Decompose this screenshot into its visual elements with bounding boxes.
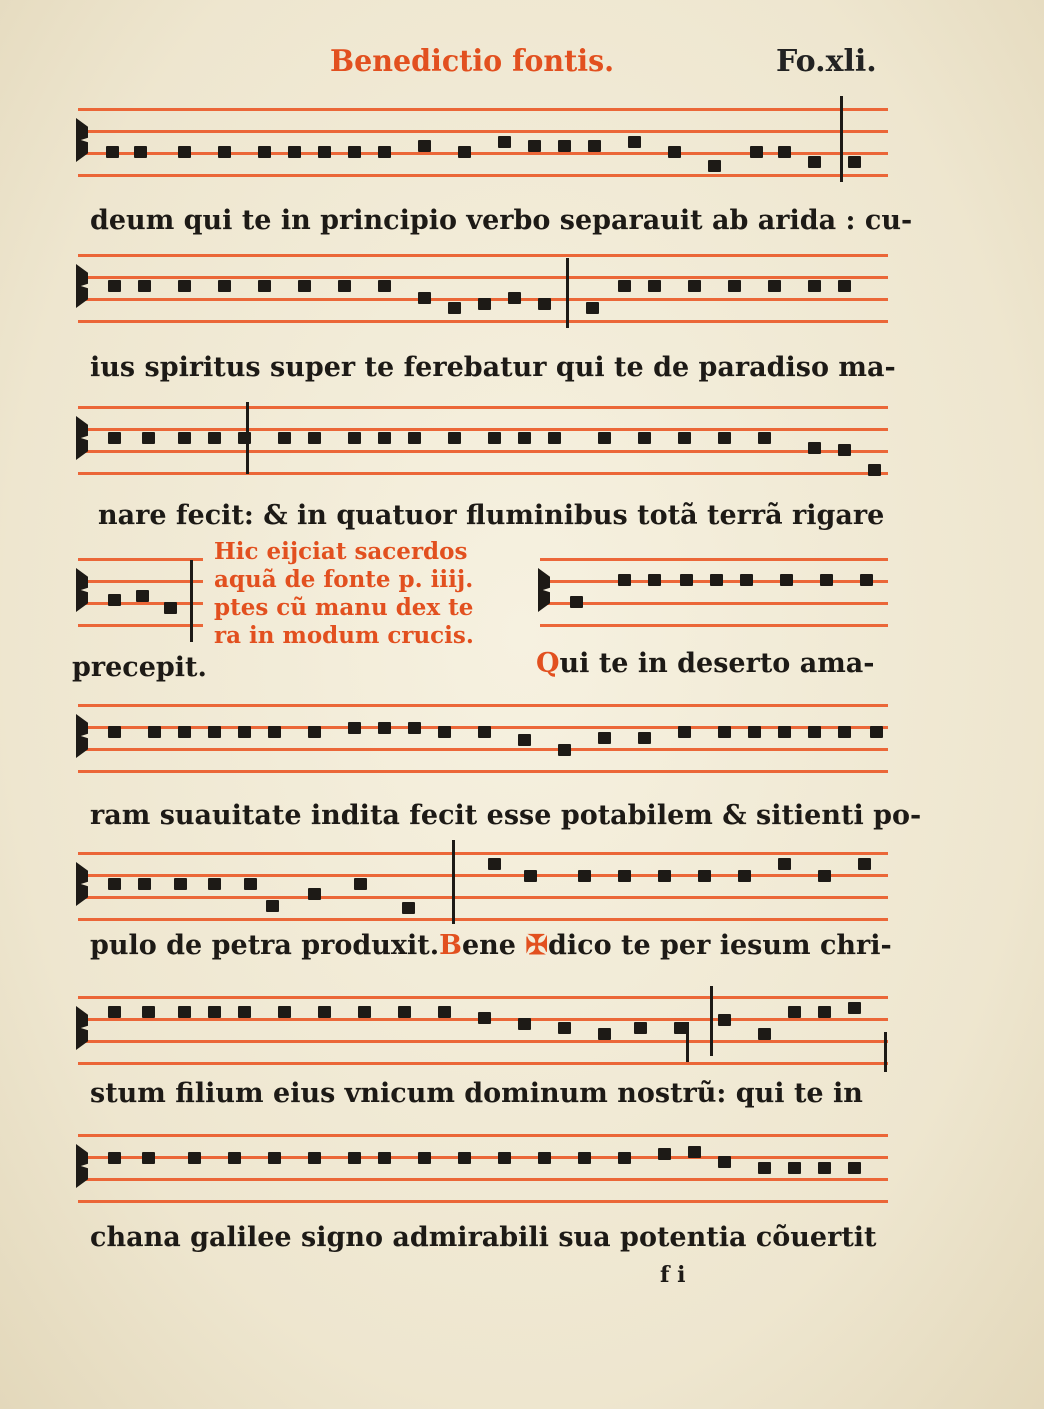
neume-note <box>780 574 793 586</box>
neume-note <box>208 726 221 738</box>
bar-line <box>452 840 455 924</box>
neume-note <box>598 1028 611 1040</box>
clef-icon <box>76 416 88 460</box>
neume-note <box>308 726 321 738</box>
neume-note <box>538 1152 551 1164</box>
neume-note <box>598 432 611 444</box>
neume-note <box>718 1156 731 1168</box>
neume-note <box>808 280 821 292</box>
neume-note <box>870 726 883 738</box>
lyric-line: ius spiritus super te ferebatur qui te de paradiso ma- <box>90 352 896 383</box>
neume-note <box>398 1006 411 1018</box>
clef-icon <box>76 1144 88 1188</box>
music-staff <box>78 104 888 184</box>
staff-line <box>78 558 203 561</box>
neume-note <box>258 146 271 158</box>
catchword: f i <box>660 1262 686 1288</box>
neume-note <box>858 858 871 870</box>
staff-line <box>78 874 888 877</box>
neume-note <box>708 160 721 172</box>
neume-note <box>408 432 421 444</box>
lyric-line: nare fecit: & in quatuor fluminibus totã terrã rigare <box>98 500 885 531</box>
neume-note <box>378 722 391 734</box>
running-title: Benedictio fontis. <box>330 44 615 79</box>
music-staff <box>540 554 888 634</box>
neume-note <box>148 726 161 738</box>
neume-note <box>458 1152 471 1164</box>
lyric-text: ui te in deserto ama- <box>559 648 875 679</box>
neume-note <box>348 146 361 158</box>
staff-line <box>78 896 888 899</box>
neume-note <box>138 878 151 890</box>
staff-line <box>78 320 888 323</box>
neume-note <box>348 432 361 444</box>
neume-note <box>558 140 571 152</box>
clef-icon <box>76 118 88 162</box>
staff-line <box>78 1200 888 1203</box>
neume-note <box>358 1006 371 1018</box>
neume-note <box>308 432 321 444</box>
neume-note <box>848 1002 861 1014</box>
neume-note <box>208 1006 221 1018</box>
neume-note <box>678 726 691 738</box>
neume-note <box>578 870 591 882</box>
neume-note <box>838 280 851 292</box>
neume-note <box>558 744 571 756</box>
neume-note <box>238 726 251 738</box>
neume-note <box>238 1006 251 1018</box>
neume-note <box>318 146 331 158</box>
neume-note <box>838 444 851 456</box>
clef-icon <box>76 714 88 758</box>
lyric-line: ram suauitate indita fecit esse potabilem & sitienti po- <box>90 800 922 831</box>
staff-line <box>78 624 203 627</box>
staff-line <box>78 1062 888 1065</box>
neume-note <box>218 280 231 292</box>
staff-line <box>78 748 888 751</box>
neume-note <box>458 146 471 158</box>
staff-line <box>78 254 888 257</box>
lyric-line: chana galilee signo admirabili sua potentia cõuertit <box>90 1222 877 1253</box>
music-staff <box>78 700 888 780</box>
neume-note <box>638 732 651 744</box>
lyric-text: pulo de petra produxit. <box>90 930 440 961</box>
neume-note <box>418 292 431 304</box>
neume-note <box>808 726 821 738</box>
lyric-text: ene <box>461 930 516 961</box>
neume-note <box>558 1022 571 1034</box>
neume-note <box>750 146 763 158</box>
staff-line <box>78 276 888 279</box>
neume-note <box>518 734 531 746</box>
neume-note <box>298 280 311 292</box>
staff-line <box>78 704 888 707</box>
neume-note <box>778 146 791 158</box>
neume-note <box>588 140 601 152</box>
neume-note <box>478 1012 491 1024</box>
neume-note <box>678 432 691 444</box>
music-staff <box>78 554 203 634</box>
neume-note <box>528 140 541 152</box>
neume-note <box>354 878 367 890</box>
music-staff <box>78 848 888 928</box>
neume-note <box>278 432 291 444</box>
neume-note <box>108 594 121 606</box>
neume-note <box>688 1146 701 1158</box>
neume-note <box>402 902 415 914</box>
music-staff <box>78 992 888 1072</box>
neume-note <box>178 280 191 292</box>
clef-icon <box>76 862 88 906</box>
clef-icon <box>76 264 88 308</box>
neume-note <box>438 726 451 738</box>
neume-note <box>108 1152 121 1164</box>
staff-line <box>78 152 888 155</box>
neume-note <box>598 732 611 744</box>
neume-note <box>408 722 421 734</box>
staff-line <box>78 174 888 177</box>
neume-note <box>134 146 147 158</box>
lyric-line: deum qui te in principio verbo separauit ab arida : cu- <box>90 205 913 236</box>
neume-note <box>578 1152 591 1164</box>
neume-note <box>164 602 177 614</box>
neume-note <box>868 464 881 476</box>
neume-note <box>142 1006 155 1018</box>
neume-note <box>138 280 151 292</box>
neume-note <box>108 432 121 444</box>
lyric-line-continuation <box>536 648 874 679</box>
music-staff <box>78 1130 888 1210</box>
rubric-line: Hic eijciat sacerdos <box>214 538 468 565</box>
neume-note <box>818 1162 831 1174</box>
neume-note <box>768 280 781 292</box>
neume-note <box>418 1152 431 1164</box>
neume-note <box>448 302 461 314</box>
neume-note <box>718 432 731 444</box>
neume-note <box>548 432 561 444</box>
neume-note <box>778 858 791 870</box>
neume-note <box>378 280 391 292</box>
neume-note <box>108 280 121 292</box>
neume-note <box>728 280 741 292</box>
staff-line <box>78 130 888 133</box>
neume-note <box>860 574 873 586</box>
neume-note <box>348 1152 361 1164</box>
rubric-line: ra in modum crucis. <box>214 622 474 649</box>
neume-note <box>338 280 351 292</box>
neume-note <box>508 292 521 304</box>
neume-note <box>818 870 831 882</box>
neume-note <box>488 432 501 444</box>
bar-line <box>246 402 249 474</box>
rubric-line: aquã de fonte p. iiij. <box>214 566 474 593</box>
staff-line <box>78 1134 888 1137</box>
neume-note <box>448 432 461 444</box>
neume-note <box>648 574 661 586</box>
neume-note <box>228 1152 241 1164</box>
neume-note <box>658 1148 671 1160</box>
neume-note <box>808 156 821 168</box>
staff-line <box>78 108 888 111</box>
neume-note <box>758 432 771 444</box>
neume-note <box>238 432 251 444</box>
neume-note <box>618 280 631 292</box>
neume-note <box>648 280 661 292</box>
neume-note <box>348 722 361 734</box>
neume-note <box>618 870 631 882</box>
neume-note <box>258 280 271 292</box>
neume-note <box>208 432 221 444</box>
music-staff <box>78 402 888 482</box>
staff-line <box>78 996 888 999</box>
bar-line <box>840 96 843 182</box>
neume-note <box>738 870 751 882</box>
neume-note <box>698 870 711 882</box>
rubric-line: ptes cũ manu dex te <box>214 594 474 621</box>
lyric-text: dico te per iesum chri- <box>548 930 892 961</box>
staff-line <box>540 624 888 627</box>
neume-note <box>820 574 833 586</box>
neume-note <box>244 878 257 890</box>
clef-icon <box>76 568 88 612</box>
folio-number: Fo.xli. <box>776 44 877 79</box>
staff-line <box>78 852 888 855</box>
neume-note <box>378 432 391 444</box>
staff-line <box>78 406 888 409</box>
neume-note <box>758 1028 771 1040</box>
neume-note <box>518 1018 531 1030</box>
clef-icon <box>76 1006 88 1050</box>
neume-note <box>498 1152 511 1164</box>
rubric-instruction <box>214 538 474 650</box>
neume-note <box>808 442 821 454</box>
neume-note <box>378 1152 391 1164</box>
neume-note <box>538 298 551 310</box>
neume-note <box>268 1152 281 1164</box>
staff-line <box>78 428 888 431</box>
lyric-line: stum filium eius vnicum dominum nostrũ: qui te in <box>90 1078 863 1109</box>
neume-note <box>278 1006 291 1018</box>
neume-note <box>524 870 537 882</box>
neume-note <box>718 1014 731 1026</box>
neume-note <box>478 298 491 310</box>
neume-note <box>778 726 791 738</box>
neume-note <box>586 302 599 314</box>
neume-note <box>618 1152 631 1164</box>
neume-note <box>178 1006 191 1018</box>
neume-note <box>208 878 221 890</box>
staff-line <box>540 558 888 561</box>
lyric-line: precepit. <box>72 652 207 683</box>
neume-note <box>142 432 155 444</box>
neume-note <box>818 1006 831 1018</box>
neume-note <box>680 574 693 586</box>
bar-line <box>884 1032 887 1072</box>
neume-note <box>570 596 583 608</box>
neume-note <box>188 1152 201 1164</box>
neume-note <box>848 156 861 168</box>
neume-note <box>218 146 231 158</box>
neume-note <box>618 574 631 586</box>
neume-note <box>848 1162 861 1174</box>
bar-line <box>686 1022 689 1062</box>
staff-line <box>78 1040 888 1043</box>
neume-note <box>266 900 279 912</box>
neume-note <box>308 888 321 900</box>
neume-note <box>628 136 641 148</box>
neume-note <box>788 1006 801 1018</box>
neume-note <box>178 432 191 444</box>
neume-note <box>740 574 753 586</box>
neume-note <box>668 146 681 158</box>
staff-line <box>78 450 888 453</box>
neume-note <box>178 726 191 738</box>
neume-note <box>142 1152 155 1164</box>
staff-line <box>78 580 203 583</box>
neume-note <box>478 726 491 738</box>
bar-line <box>566 258 569 328</box>
initial-letter: B <box>439 930 462 961</box>
neume-note <box>178 146 191 158</box>
staff-line <box>78 918 888 921</box>
initial-letter: Q <box>536 648 560 679</box>
music-staff <box>78 250 888 330</box>
neume-note <box>378 146 391 158</box>
neume-note <box>658 870 671 882</box>
neume-note <box>638 432 651 444</box>
staff-line <box>540 602 888 605</box>
neume-note <box>108 726 121 738</box>
neume-note <box>748 726 761 738</box>
neume-note <box>718 726 731 738</box>
neume-note <box>108 878 121 890</box>
neume-note <box>488 858 501 870</box>
neume-note <box>318 1006 331 1018</box>
staff-line <box>78 770 888 773</box>
neume-note <box>108 1006 121 1018</box>
bar-line <box>710 986 713 1056</box>
neume-note <box>268 726 281 738</box>
neume-note <box>758 1162 771 1174</box>
neume-note <box>688 280 701 292</box>
bar-line <box>190 560 193 642</box>
neume-note <box>788 1162 801 1174</box>
neume-note <box>136 590 149 602</box>
lyric-line-with-initial <box>90 930 892 961</box>
staff-line <box>78 602 203 605</box>
neume-note <box>634 1022 647 1034</box>
staff-line <box>78 472 888 475</box>
staff-line <box>78 1178 888 1181</box>
neume-note <box>106 146 119 158</box>
neume-note <box>288 146 301 158</box>
clef-icon <box>538 568 550 612</box>
neume-note <box>498 136 511 148</box>
neume-note <box>418 140 431 152</box>
neume-note <box>438 1006 451 1018</box>
neume-note <box>838 726 851 738</box>
neume-note <box>710 574 723 586</box>
cross-icon: ✠ <box>525 930 548 961</box>
neume-note <box>174 878 187 890</box>
neume-note <box>308 1152 321 1164</box>
neume-note <box>518 432 531 444</box>
